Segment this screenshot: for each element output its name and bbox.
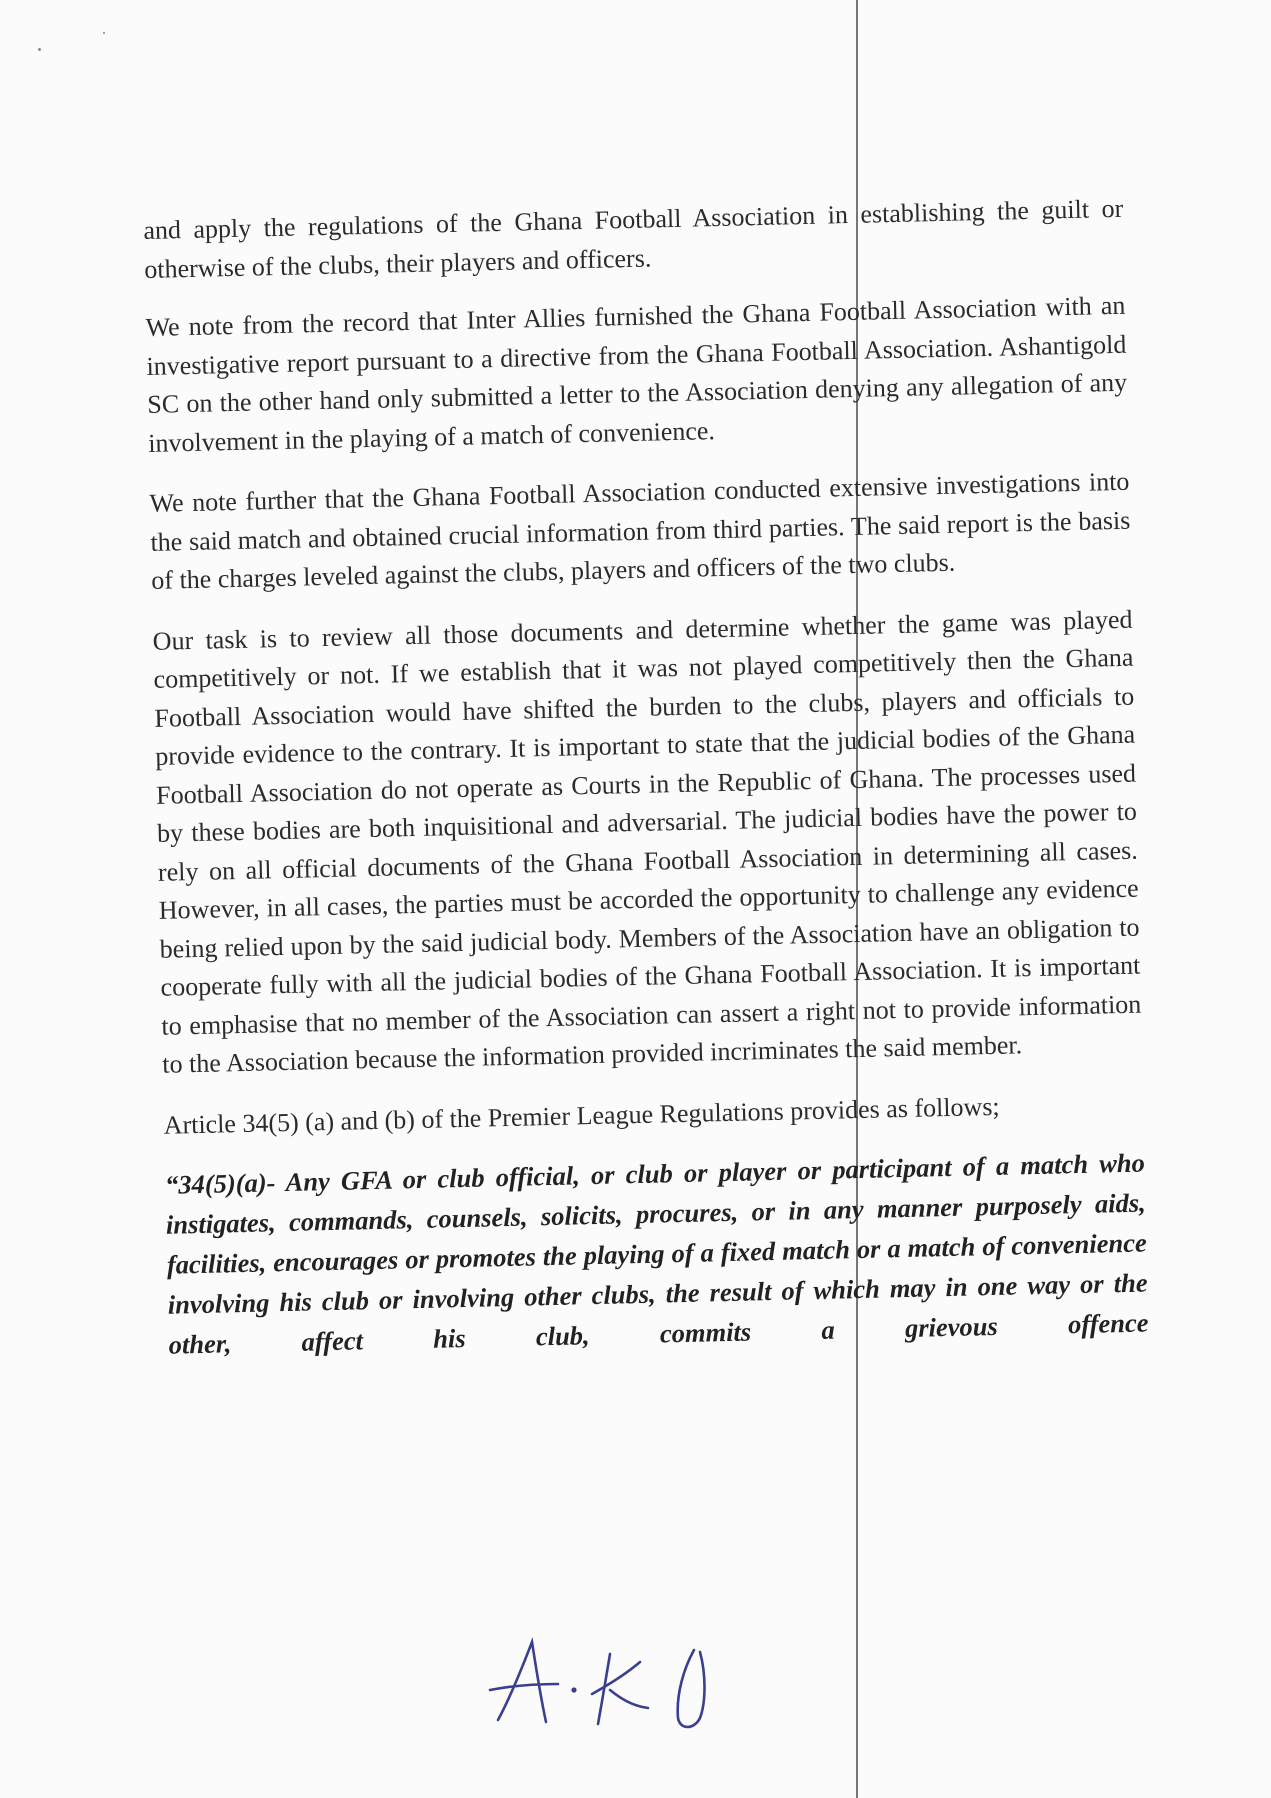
paragraph-our-task: Our task is to review all those documents and determine whether the game was played competitively or not. If we establish that it was not played competitively then the Ghana Football Association would have shifted the burden to the clubs, players and officials to provide evidence to the contrary. It is important to state that the judicial bodies of the Ghana Football Association do not operate as Courts in the Republic of Ghana. The processes used by these bodies are both inquisitional and adversarial. The judicial bodies have the power to rely on all official documents of the Ghana Football Association in determining all cases. However, in all cases, the parties must be accorded the opportunity to challenge any evidence being relied upon by the said judicial body. Members of the Association have an obligation to cooperate fully with all the judicial bodies of the Ghana Football Association. It is important to emphasise that no member of the Association can assert a right not to provide information to the Association because the information provided incriminates the said member. — [152, 604, 1142, 1079]
handwritten-initials-signature — [480, 1628, 760, 1738]
document-body — [143, 190, 1149, 1365]
paragraph-article-intro: Article 34(5) (a) and (b) of the Premier League Regulations provides as follows; — [163, 1091, 1000, 1140]
scan-speck — [38, 48, 41, 51]
scan-speck — [103, 32, 105, 34]
paragraph-continuation: and apply the regulations of the Ghana Football Association in establishing the guilt or otherwise of the clubs, their players and officers. — [143, 193, 1124, 284]
paragraph-gfa-investigations: We note further that the Ghana Football Association conducted extensive investigations into the said match and obtained crucial information from third parties. The said report is the basis of the charges leveled against the clubs, players and officers of the two clubs. — [149, 466, 1131, 595]
quoted-regulation: “34(5)(a)- Any GFA or club official, or club or player or participant of a match who instigates, commands, counsels, solicits, procures, or in any manner purposely aids, facilities, encourages or promotes the playing of a fixed match or a match of convenience involving his club or involving other clubs, the result of which may in one way or the other, affect his club, commits a grievous offence — [164, 1147, 1149, 1360]
paragraph-inter-allies-report: We note from the record that Inter Allies furnished the Ghana Football Association with an investigative report pursuant to a directive from the Ghana Football Association. Ashantigold SC on the other hand only submitted a letter to the Association denying any allegation of any involvement in the playing of a match of convenience. — [145, 290, 1128, 458]
